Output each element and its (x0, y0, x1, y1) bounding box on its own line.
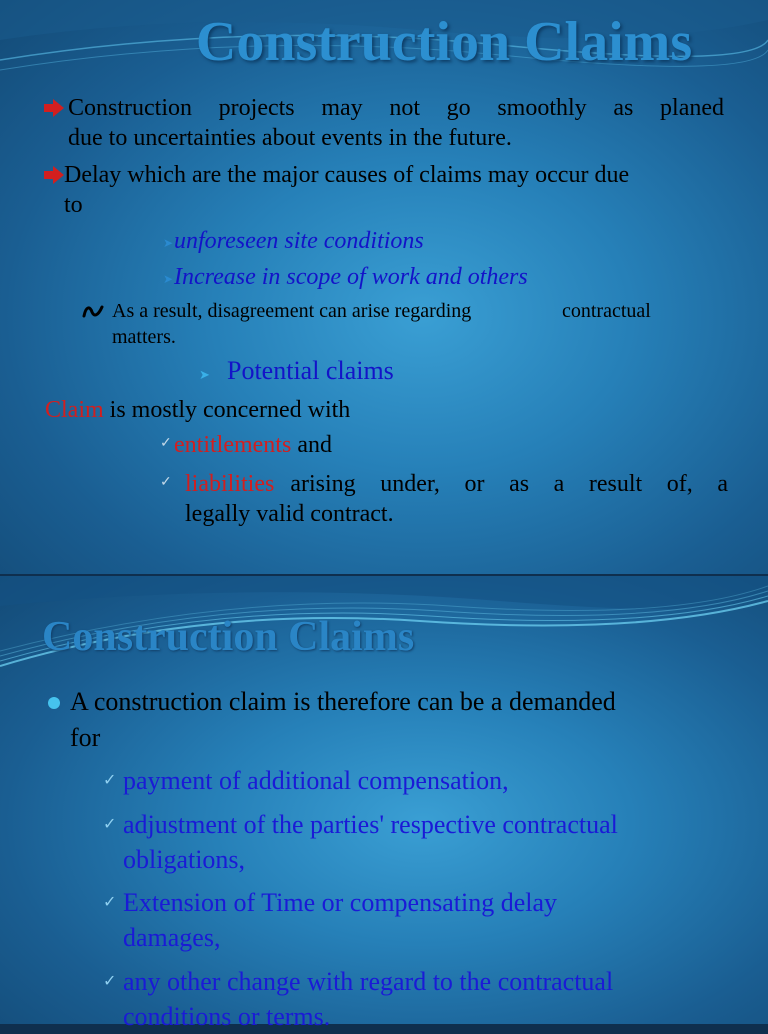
liabilities-word: liabilities (185, 471, 275, 497)
chevron-icon: ➤ (163, 272, 174, 286)
scroll-icon (82, 304, 104, 318)
red-arrow-icon (44, 99, 64, 117)
claim-item-4-line-1: any other change with regard to the contractual (123, 967, 614, 996)
paragraph-2-line-1: Delay which are the major causes of claims may occur due (64, 162, 630, 188)
slide-2-bullet-line-1: A construction claim is therefore can be a demanded (70, 687, 616, 716)
result-line-1: As a result, disagreement can arise regarding (112, 300, 472, 322)
claim-item-2-line-2: obligations, (123, 845, 246, 874)
claim-item-3-line-1: Extension of Time or compensating delay (123, 888, 558, 917)
chevron-icon: ➤ (199, 367, 210, 382)
checkmark-icon: ✓ (103, 894, 117, 911)
claim-item-3-line-2: damages, (123, 923, 221, 952)
claim-word: Claim (45, 397, 104, 423)
liabilities-line-2: legally valid contract. (185, 501, 394, 527)
result-line-1-end: contractual (562, 300, 651, 322)
checkmark-icon: ✓ (103, 772, 117, 789)
claim-line (45, 395, 350, 425)
liabilities-line (185, 469, 728, 499)
slide-2-bullet-line-2: for (70, 723, 101, 752)
chevron-icon: ➤ (163, 236, 174, 250)
slide-1-title: Construction Claims (195, 11, 693, 73)
claim-rest: is mostly concerned with (103, 397, 351, 423)
entitlements-line (174, 430, 332, 460)
checkmark-icon: ✓ (103, 973, 117, 990)
paragraph-1-line-1: Construction projects may not go smoothly as planed (68, 95, 724, 121)
liabilities-rest: arising under, or as a result of, a (290, 471, 728, 497)
paragraph-2-line-2: to (64, 192, 83, 218)
bullet-dot-icon (48, 697, 60, 709)
red-arrow-icon (44, 166, 64, 184)
checkmark-icon: ✓ (160, 436, 172, 451)
claim-item-2-line-1: adjustment of the parties' respective contractual (123, 810, 618, 839)
slide-2-title: Construction Claims (42, 614, 415, 660)
sub-item-scope: Increase in scope of work and others (174, 264, 528, 290)
claim-item-4-line-2: conditions or terms. (123, 1002, 331, 1031)
entitlements-word: entitlements (174, 432, 292, 458)
sub-item-unforeseen: unforeseen site conditions (174, 228, 424, 254)
checkmark-icon: ✓ (160, 475, 172, 490)
entitlements-rest: and (291, 432, 332, 458)
result-line-2: matters. (112, 326, 176, 348)
claim-item-1-line-1: payment of additional compensation, (123, 766, 509, 795)
checkmark-icon: ✓ (103, 816, 117, 833)
potential-claims-heading: Potential claims (227, 356, 394, 385)
paragraph-1-line-2: due to uncertainties about events in the future. (68, 125, 512, 151)
